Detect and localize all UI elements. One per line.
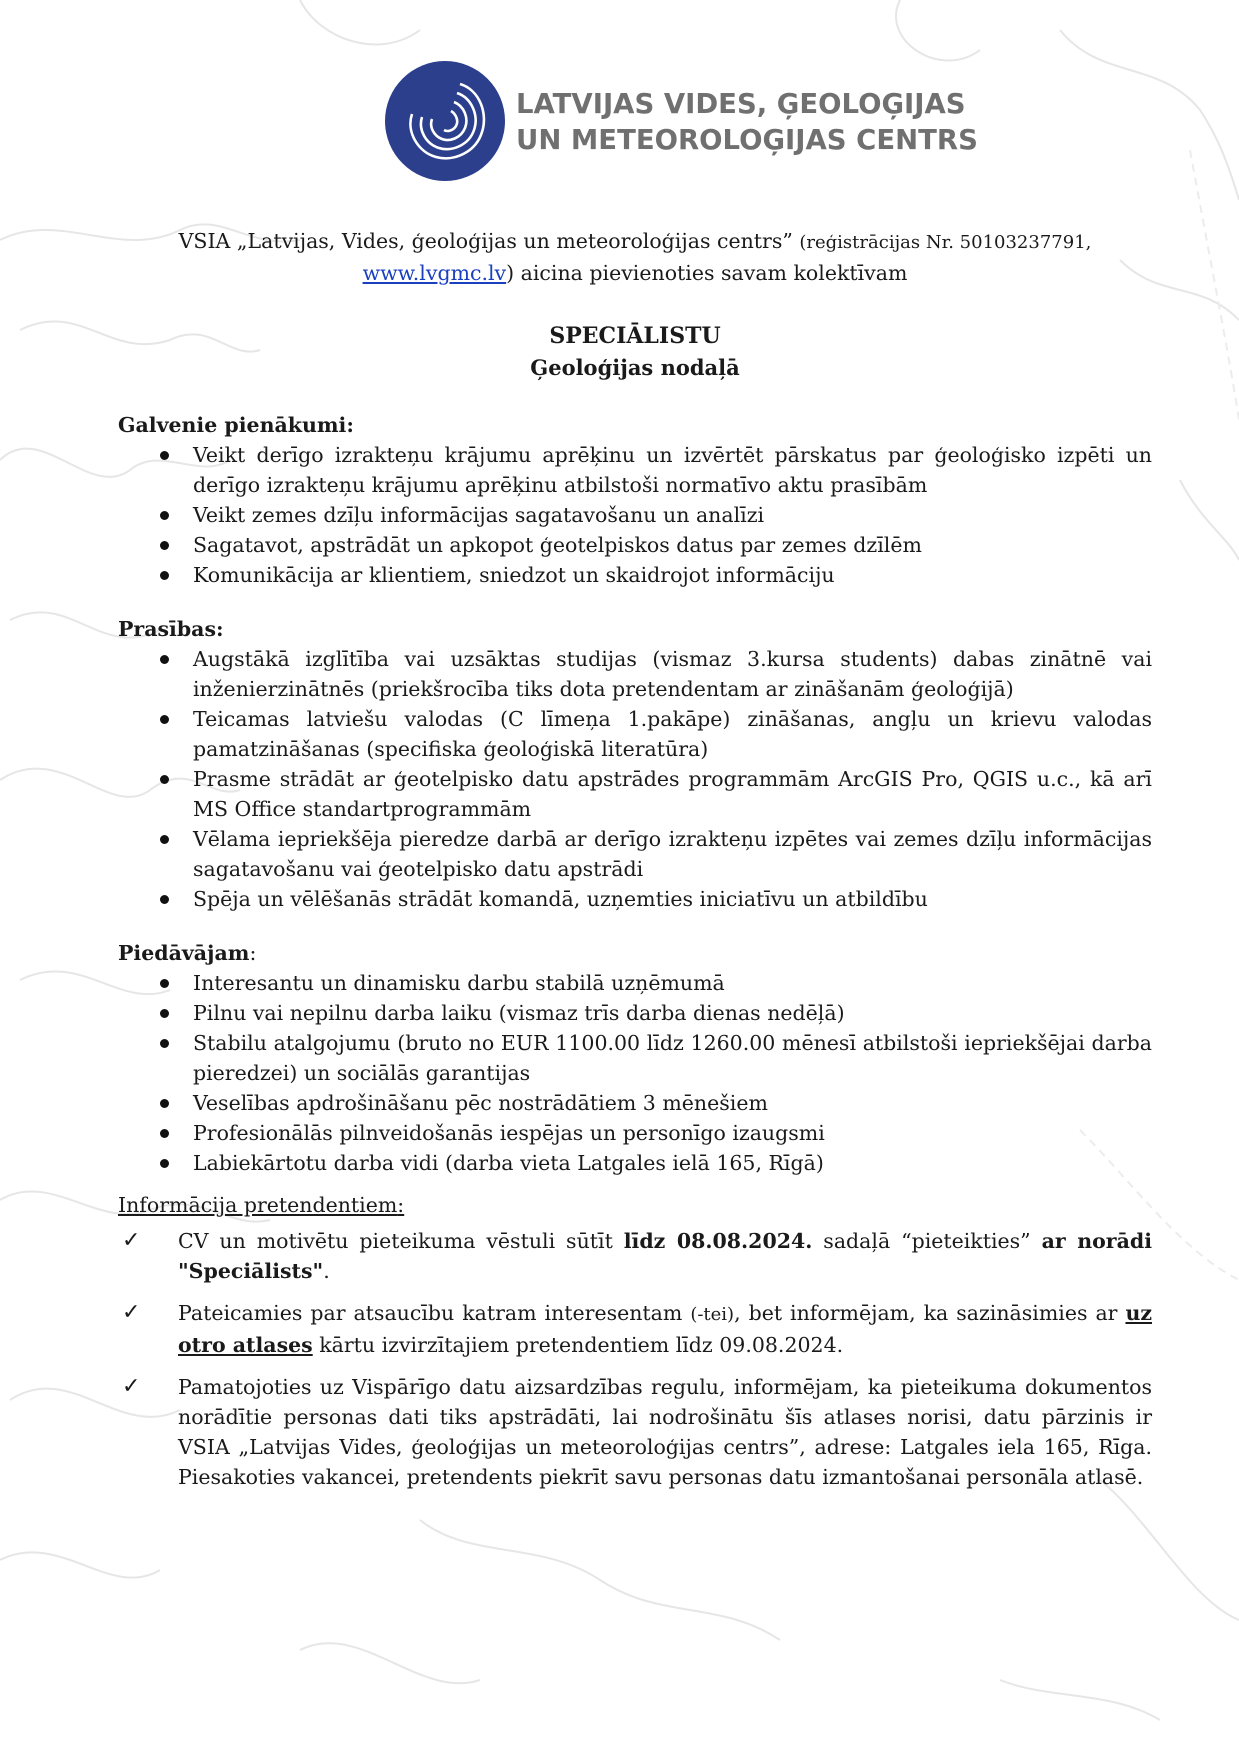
offer-item: Stabilu atalgojumu (bruto no EUR 1100.00 līdz 1260.00 mēnesī atbilstoši iepriekšējai darba pieredzei) un sociālās garantijas (193, 1028, 1152, 1088)
offer-list (118, 968, 1152, 1178)
checkmark-icon: ✓ (122, 1374, 141, 1399)
offer-item: Interesantu un dinamisku darbu stabilā uzņēmumā (193, 968, 1152, 998)
offer-heading-text: Piedāvājam (118, 941, 250, 965)
intro-company: VSIA „Latvijas, Vides, ģeoloģijas un meteoroloģijas centrs” (178, 229, 793, 253)
info2-text-a: Pateicamies par atsaucību katram interesentam (178, 1301, 691, 1325)
info2-text-b: (-tei) (690, 1304, 735, 1325)
offer-heading-colon: : (249, 941, 257, 965)
checkmark-icon: ✓ (122, 1300, 141, 1325)
vacancy-document (118, 226, 1152, 1504)
logo-wordmark (516, 86, 978, 158)
info2-second-round: uz otro atlases (178, 1301, 1152, 1357)
duty-item: Veikt zemes dzīļu informācijas sagatavošanu un analīzi (193, 500, 1152, 530)
duty-item: Sagatavot, apstrādāt un apkopot ģeotelpiskos datus par zemes dzīlēm (193, 530, 1152, 560)
logo-line-1: LATVIJAS VIDES, ĢEOLOĢIJAS (516, 88, 966, 120)
duty-item: Komunikācija ar klientiem, sniedzot un skaidrojot informāciju (193, 560, 1152, 590)
info-item-gdpr (122, 1372, 1152, 1492)
department-name: Ģeoloģijas nodaļā (530, 355, 740, 380)
duty-item: Veikt derīgo izrakteņu krājumu aprēķinu un izvērtēt pārskatus par ģeoloģisko izpēti un derīgo izrakteņu krājumu aprēķinu atbilstoši normatīvo aktu prasībām (193, 440, 1152, 500)
requirement-item: Prasme strādāt ar ģeotelpisko datu apstrādes programmām ArcGIS Pro, QGIS u.c., kā arī MS Office standartprogrammām (193, 764, 1152, 824)
info3-text: Pamatojoties uz Vispārīgo datu aizsardzības regulu, informējam, ka pieteikuma dokumentos norādītie personas dati tiks apstrādāti, lai nodrošinātu šīs atlases norisi, datu pārzinis ir VSIA „Latvijas Vides, ģeoloģijas un meteoroloģijas centrs”, adrese: Latgales iela 165, Rīga. Piesakoties vakancei, pretendents piekrīt savu personas datu izmantošanai personāla atlasē. (178, 1375, 1152, 1489)
offer-item: Pilnu vai nepilnu darba laiku (vismaz trīs darba dienas nedēļā) (193, 998, 1152, 1028)
info-item-application (122, 1226, 1153, 1286)
info2-text-c: , bet informējam, ka sazināsimies ar (734, 1301, 1126, 1325)
info-item-selection (122, 1298, 1152, 1360)
info2-text-e: kārtu izvirzītajiem pretendentiem līdz 09.08.2024. (312, 1333, 844, 1357)
checkmark-icon: ✓ (122, 1228, 141, 1253)
requirement-item: Spēja un vēlēšanās strādāt komandā, uzņemties iniciatīvu un atbildību (193, 884, 1152, 914)
requirements-list (118, 644, 1152, 914)
info1-text-c: sadaļā “pieteikties” (812, 1229, 1042, 1253)
intro-paragraph (118, 226, 1152, 288)
intro-invite: ) aicina pievienoties savam kolektīvam (506, 261, 908, 285)
info-heading-text: Informācija pretendentiem (118, 1193, 398, 1217)
offer-item: Labiekārtotu darba vidi (darba vieta Latgales ielā 165, Rīgā) (193, 1148, 1152, 1178)
offer-item: Profesionālās pilnveidošanās iespējas un personīgo izaugsmi (193, 1118, 1152, 1148)
requirement-item: Augstākā izglītība vai uzsāktas studijas (vismaz 3.kursa students) dabas zinātnē vai inženierzinātnēs (priekšrocība tiks dota pretendentam ar zināšanām ģeoloģijā) (193, 644, 1152, 704)
info-list (118, 1226, 1152, 1492)
logo-line-2: UN METEOROLOĢIJAS CENTRS (516, 124, 978, 156)
requirements-heading: Prasības: (118, 617, 224, 641)
duties-list (118, 440, 1152, 590)
info1-note: ar norādi "Speciālists" (178, 1229, 1153, 1283)
offer-item: Veselības apdrošināšanu pēc nostrādātiem 3 mēnešiem (193, 1088, 1152, 1118)
intro-registration: (reģistrācijas Nr. 50103237791, (799, 232, 1092, 253)
info1-deadline: līdz 08.08.2024. (623, 1229, 813, 1253)
website-link[interactable]: www.lvgmc.lv (362, 261, 507, 285)
organization-logo (384, 60, 978, 184)
logo-circle-icon (384, 60, 506, 182)
info1-text-a: CV un motivētu pieteikuma vēstuli sūtīt (178, 1229, 624, 1253)
duties-heading: Galvenie pienākumi: (118, 413, 354, 437)
requirement-item: Vēlama iepriekšēja pieredze darbā ar derīgo izrakteņu izpētes vai zemes dzīļu informācijas sagatavošanu vai ģeotelpisko datu apstrādi (193, 824, 1152, 884)
info-heading (118, 1190, 1152, 1220)
offer-heading (118, 938, 1152, 968)
requirement-item: Teicamas latviešu valodas (C līmeņa 1.pakāpe) zināšanas, angļu un krievu valodas pamatzināšanas (specifiska ģeoloģiskā literatūra) (193, 704, 1152, 764)
position-title: SPECIĀLISTU (549, 323, 721, 349)
info1-text-e: . (323, 1259, 330, 1283)
info-heading-colon: : (397, 1193, 405, 1217)
